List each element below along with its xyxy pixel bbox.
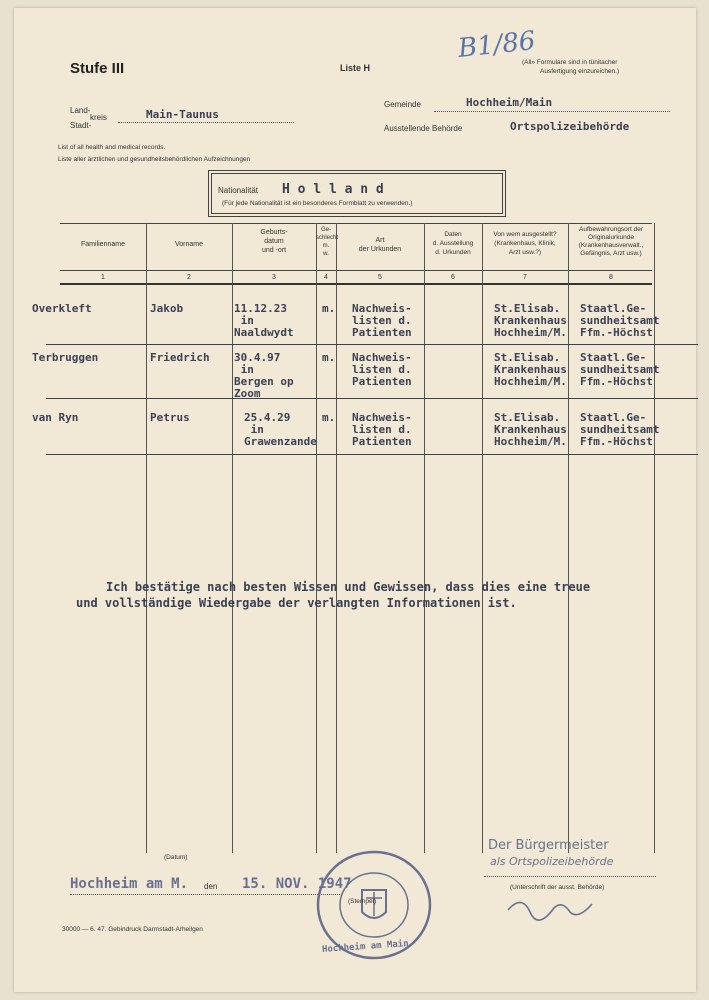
row3-geschlecht: m. [322, 411, 336, 424]
gemeinde-value: Hochheim/Main [466, 96, 553, 109]
row2-vorname: Friedrich [150, 351, 210, 364]
col-divider-5 [424, 223, 425, 853]
header-familienname: Familienname [81, 241, 125, 248]
handwritten-reference: B1/86 [456, 26, 537, 64]
nationality-value: H o l l a n d [282, 182, 384, 197]
den-label: den [204, 882, 218, 891]
row2-art: Nachweis- listen d. Patienten [352, 351, 412, 388]
row3-ort: Staatl.Ge- sundheitsamt Ffm.-Höchst [580, 411, 660, 448]
row1-geburt: 11.12.23 in Naaldwydt [234, 302, 294, 339]
header-geschlecht: Ge- schlecht m. w. [316, 227, 339, 257]
row3-line [46, 454, 698, 455]
row3-art: Nachweis- listen d. Patienten [352, 411, 412, 448]
signature-scribble [502, 886, 612, 926]
row2-geburt: 30.4.97 in Bergen op Zoom [234, 351, 294, 400]
col-num-7: 7 [523, 274, 527, 281]
kreis-label: kreis [90, 113, 107, 122]
seal-text: Hochheim am Main [321, 938, 409, 956]
date-caption: (Datum) [164, 854, 188, 861]
row2-line [46, 398, 698, 399]
nationality-note: (Für jede Nationalität ist ein besonderes Formblatt zu verwenden.) [222, 200, 413, 207]
row2-geschlecht: m. [322, 351, 336, 364]
liste-title: Liste H [340, 63, 371, 73]
buergermeister-stamp-line-2: als Ortspolizeibehörde [490, 855, 614, 868]
row2-familienname: Terbruggen [32, 351, 99, 364]
behoerde-value: Ortspolizeibehörde [510, 120, 630, 133]
col-divider-3 [316, 223, 317, 853]
table-top-line [60, 223, 652, 224]
row1-ort: Staatl.Ge- sundheitsamt Ffm.-Höchst [580, 302, 660, 339]
behoerde-label: Ausstellende Behörde [384, 124, 463, 133]
document-page [14, 8, 696, 992]
row1-art: Nachweis- listen d. Patienten [352, 302, 412, 339]
row1-geschlecht: m. [322, 302, 336, 315]
gemeinde-label: Gemeinde [384, 100, 421, 109]
note-line-1: (All» Formulare sind in tünitacher [522, 59, 618, 66]
col-num-3: 3 [272, 274, 276, 281]
date-value: 15. NOV. 1947 [242, 876, 352, 892]
gemeinde-underline [434, 111, 670, 112]
header-aufbewahrung: Aufbewahrungsort der Originalurkunde (Krankenhausverwalt., Gefängnis, Arzt usw.) [578, 226, 644, 257]
confirmation-line-2: und vollständige Wiedergabe der verlangten Informationen ist. [76, 596, 517, 610]
col-num-4: 4 [324, 274, 328, 281]
list-english: List of all health and medical records. [58, 144, 166, 151]
header-geburt: Geburts- datum und -ort [260, 229, 288, 254]
row3-geburt: 25.4.29 in Grawenzande [244, 411, 317, 448]
row2-ort: Staatl.Ge- sundheitsamt Ffm.-Höchst [580, 351, 660, 388]
col-divider-1 [146, 223, 147, 853]
nationality-label: Nationalität [218, 186, 259, 195]
row3-von: St.Elisab. Krankenhaus Hochheim/M. [494, 411, 567, 448]
col-num-6: 6 [451, 274, 455, 281]
col-divider-7 [568, 223, 569, 853]
col-divider-2 [232, 223, 233, 853]
printer-note: 30000 — 6. 47. Gebindruck Darmstadt-Arheilgen [62, 926, 203, 933]
row1-vorname: Jakob [150, 302, 184, 315]
row1-von: St.Elisab. Krankenhaus Hochheim/M. [494, 302, 567, 339]
col-num-5: 5 [378, 274, 382, 281]
row3-vorname: Petrus [150, 411, 190, 424]
stempel-caption: (Stempel) [348, 898, 377, 905]
table-number-line [60, 283, 652, 285]
confirmation-line-1: Ich bestätige nach besten Wissen und Gewissen, dass dies eine treue [106, 580, 591, 594]
row2-von: St.Elisab. Krankenhaus Hochheim/M. [494, 351, 567, 388]
col-divider-4 [336, 223, 337, 853]
col-num-1: 1 [101, 274, 105, 281]
header-vorname: Vorname [174, 241, 204, 248]
signature-line [484, 876, 656, 877]
table-header-line [60, 270, 652, 271]
header-art: Art der Urkunden [358, 237, 402, 253]
list-german: Liste aller ärztlichen und gesundheitsbehördlichen Aufzeichnungen [58, 156, 251, 163]
header-daten: Daten d. Ausstellung d. Urkunden [432, 231, 474, 256]
row1-line [46, 344, 698, 345]
official-seal [314, 848, 434, 963]
date-underline [70, 894, 342, 895]
col-num-8: 8 [609, 274, 613, 281]
ort-value: Hochheim am M. [70, 876, 189, 892]
buergermeister-stamp-line-1: Der Bürgermeister [488, 838, 609, 853]
col-divider-6 [482, 223, 483, 853]
row1-familienname: Overkleft [32, 302, 92, 315]
stufe-title: Stufe III [70, 60, 125, 77]
header-von-wem: Von wem ausgestellt? (Krankenhaus, Klinik, Arzt usw.?) [493, 231, 557, 256]
row3-familienname: van Ryn [32, 411, 79, 424]
col-num-2: 2 [187, 274, 191, 281]
stadt-label: Stadt- [70, 121, 92, 130]
kreis-underline [118, 122, 294, 123]
kreis-value: Main-Taunus [146, 108, 219, 121]
land-label: Land- [70, 106, 91, 115]
note-line-2: Ausfertigung einzureichen.) [540, 68, 620, 75]
signature-caption: (Unterschrift der ausst. Behörde) [510, 884, 605, 891]
